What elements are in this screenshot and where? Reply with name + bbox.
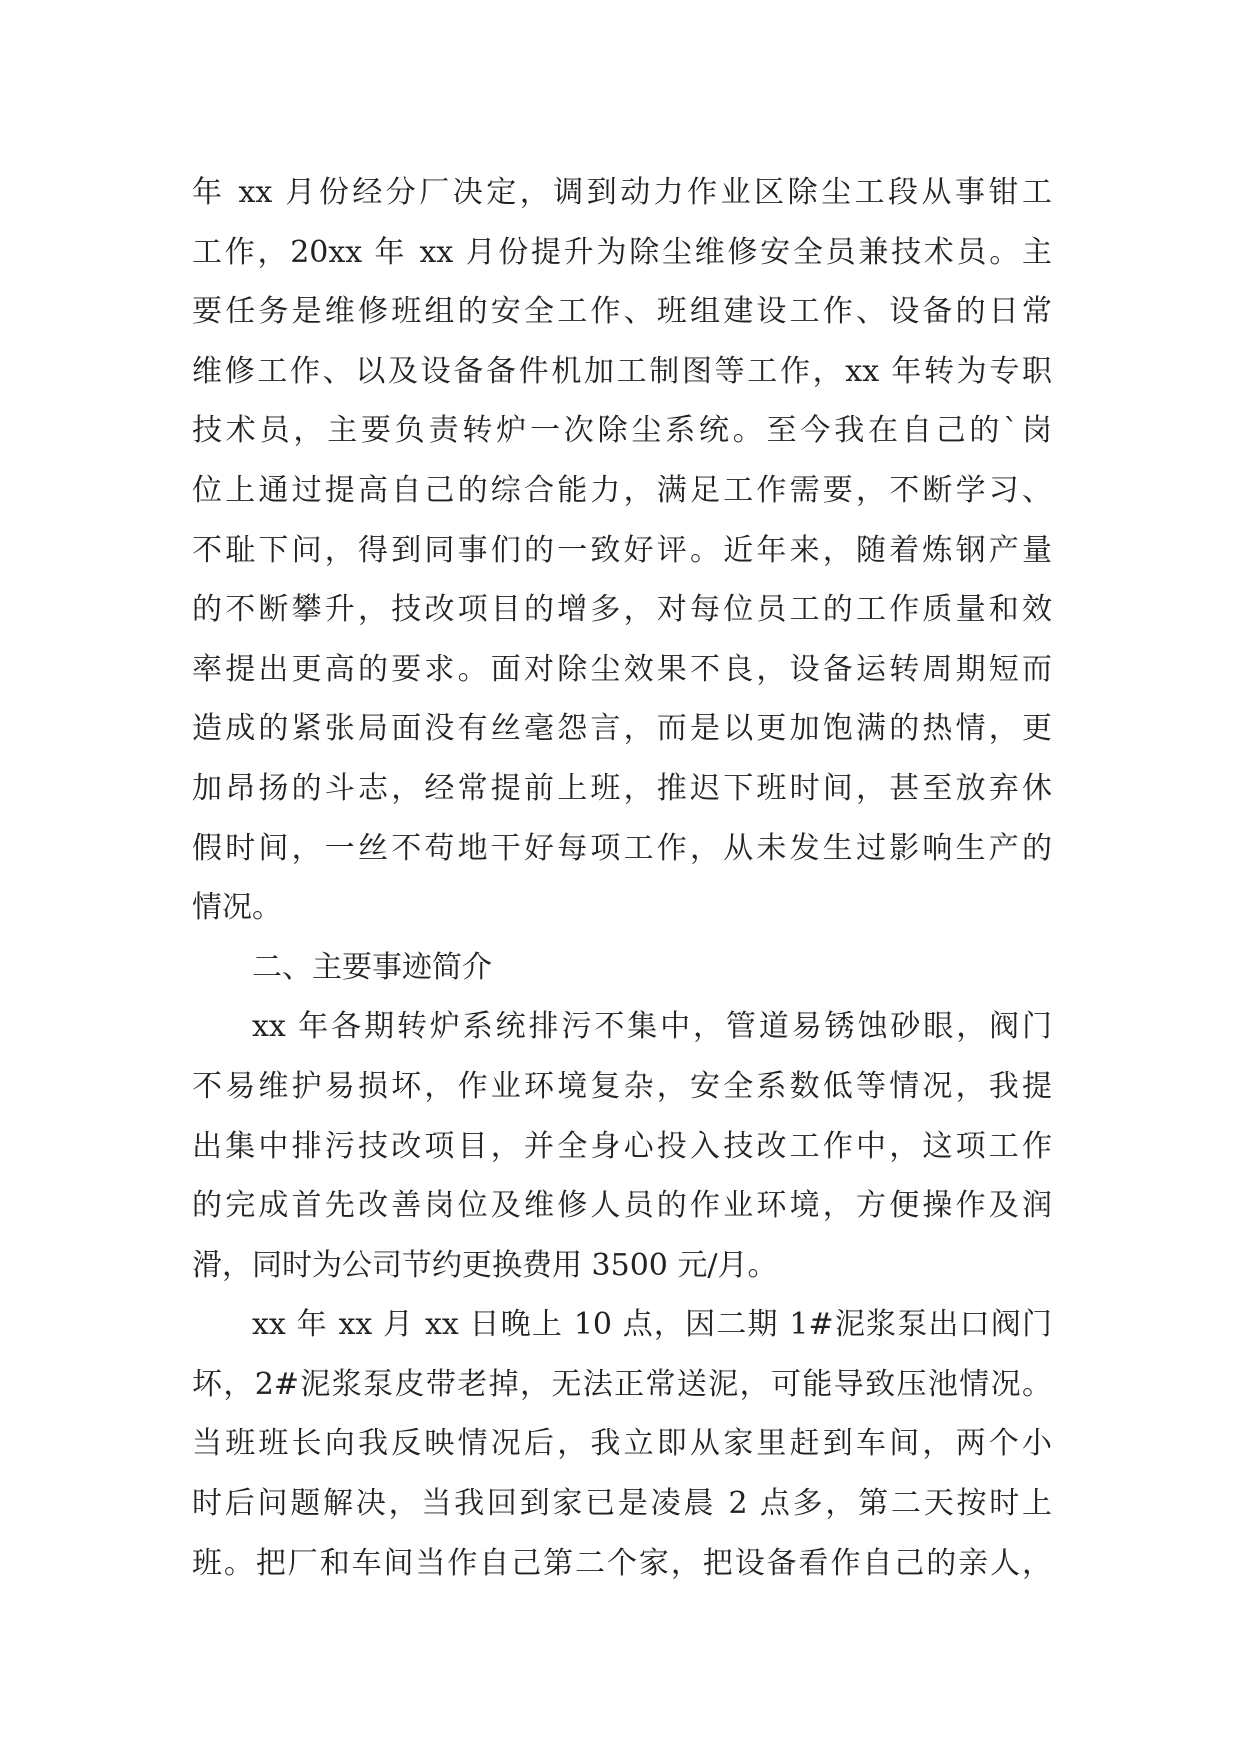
document-body [192,163,1052,1593]
text-line: 坏，2#泥浆泵皮带老掉，无法正常送泥，可能导致压池情况。 [192,1366,1052,1402]
text-line: 位上通过提高自己的综合能力，满足工作需要，不断学习、 [192,472,1052,508]
text-line: 造成的紧张局面没有丝毫怨言，而是以更加饱满的热情，更 [192,711,1052,747]
text-line: 的不断攀升，技改项目的增多，对每位员工的工作质量和效 [192,592,1052,628]
paragraph-drainage-project [192,997,1052,1295]
section-heading: 二、主要事迹简介 [252,949,492,985]
text-line: 的完成首先改善岗位及维修人员的作业环境，方便操作及润 [192,1188,1052,1224]
text-line: 滑，同时为公司节约更换费用 3500 元/月。 [192,1247,778,1283]
text-line: 要任务是维修班组的安全工作、班组建设工作、设备的日常 [192,294,1052,330]
text-line: 时后问题解决，当我回到家已是凌晨 2 点多，第二天按时上 [192,1486,1052,1522]
text-line: xx 年各期转炉系统排污不集中，管道易锈蚀砂眼，阀门 [252,1009,1052,1045]
text-line: 情况。 [192,890,282,926]
paragraph-night-repair [192,1295,1052,1593]
text-line: 维修工作、以及设备备件机加工制图等工作，xx 年转为专职 [192,353,1052,389]
text-line: 率提出更高的要求。面对除尘效果不良，设备运转周期短而 [192,651,1052,687]
text-line: 假时间，一丝不苟地干好每项工作，从未发生过影响生产的 [192,830,1052,866]
text-line: 加昂扬的斗志，经常提前上班，推迟下班时间，甚至放弃休 [192,770,1052,806]
text-line: 年 xx 月份经分厂决定，调到动力作业区除尘工段从事钳工 [192,175,1052,210]
text-line: 出集中排污技改项目，并全身心投入技改工作中，这项工作 [192,1128,1052,1164]
text-line: 工作，20xx 年 xx 月份提升为除尘维修安全员兼技术员。主 [192,234,1052,270]
text-line: 班。把厂和车间当作自己第二个家，把设备看作自己的亲人， [192,1545,1052,1581]
text-line: 不耻下问，得到同事们的一致好评。近年来，随着炼钢产量 [192,532,1052,568]
text-line: xx 年 xx 月 xx 日晚上 10 点，因二期 1#泥浆泵出口阀门 [252,1307,1052,1343]
paragraph-work-history [192,163,1052,938]
text-line: 技术员，主要负责转炉一次除尘系统。至今我在自己的`岗 [192,413,1052,449]
text-line: 不易维护易损坏，作业环境复杂，安全系数低等情况，我提 [192,1068,1052,1104]
text-line: 当班班长向我反映情况后，我立即从家里赶到车间，两个小 [192,1426,1052,1462]
